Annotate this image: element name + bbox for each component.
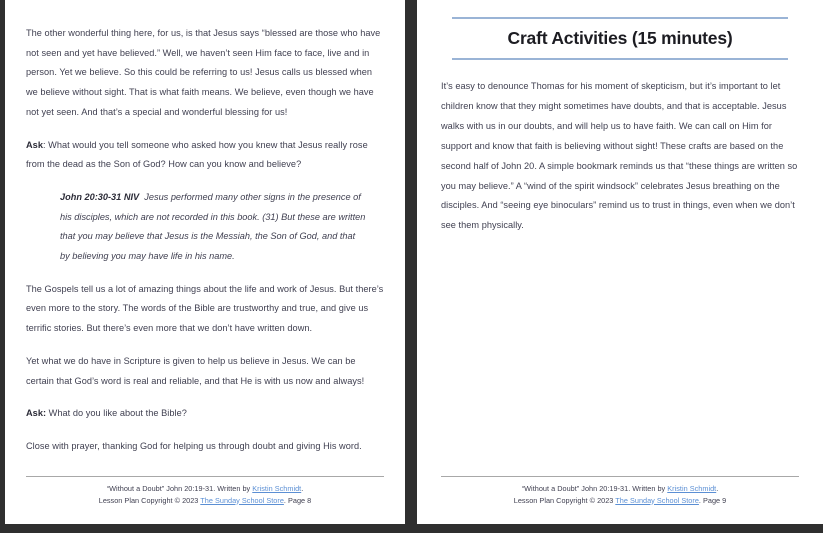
footer-divider: [26, 476, 384, 477]
footer-page-number: . Page 9: [698, 495, 727, 505]
paragraph: The Gospels tell us a lot of amazing things about the life and work of Jesus. But there’s even more to the story. The words of the Bible are trustworthy and true, and give us terrific stories. But there’s even more that we don’t have written down.: [26, 283, 384, 334]
author-link[interactable]: Kristin Schmidt: [667, 484, 717, 493]
footer-page-number: . Page 8: [283, 495, 312, 505]
paragraph: Yet what we do have in Scripture is given to help us believe in Jesus. We can be certain that God’s word is real and reliable, and that He is with us now and always!: [26, 355, 365, 386]
section-title: Craft Activities (15 minutes): [507, 28, 733, 48]
heading-spacer: [441, 60, 799, 77]
author-link[interactable]: Kristin Schmidt: [252, 484, 302, 493]
footer-line-1: [26, 483, 384, 495]
ask-label: Ask: [26, 139, 43, 150]
paragraph: Close with prayer, thanking God for helping us through doubt and giving His word.: [26, 440, 362, 451]
footer-title-text: “Without a Doubt” John 20:19-31. Written by: [521, 484, 668, 493]
footer-line-2: [441, 495, 799, 507]
footer-line1-suffix: .: [301, 484, 304, 493]
footer-copyright-text: Lesson Plan Copyright © 2023: [513, 495, 616, 505]
footer-divider: [441, 476, 799, 477]
ask-text: What do you like about the Bible?: [48, 408, 187, 419]
page-right: [417, 0, 823, 524]
ask-prompt: [26, 136, 384, 175]
scripture-reference: John 20:30-31 NIV: [60, 191, 140, 202]
footer-line-2: [26, 495, 384, 507]
ask-label: Ask:: [26, 408, 47, 419]
page-gutter: [405, 0, 410, 533]
paragraph: The other wonderful thing here, for us, is that Jesus says “blessed are those who have not seen and yet have believed.” Well, we haven’t seen Him face to face, live and in person. Yet we believe. So this could be referring to us! Jesus calls us blessed when we believe without sight. That is what faith means. We believe, even though we have not yet seen. And that’s a special and wonderful blessing for us!: [26, 28, 381, 117]
ask-separator: :: [42, 139, 49, 150]
page-footer: [5, 476, 405, 506]
footer-title-text: “Without a Doubt” John 20:19-31. Written by: [106, 484, 253, 493]
section-heading-block: [452, 17, 788, 60]
page-footer: [417, 476, 823, 506]
footer-copyright-text: Lesson Plan Copyright © 2023: [98, 495, 201, 505]
ask-text: What would you tell someone who asked how you knew that Jesus really rose from the dead as the Son of God? How can you know and believe?: [26, 139, 368, 170]
store-link[interactable]: The Sunday School Store: [200, 495, 284, 505]
footer-line-1: [441, 483, 799, 495]
ask-prompt: [26, 404, 384, 424]
scripture-quote: [60, 188, 384, 267]
store-link[interactable]: The Sunday School Store: [615, 495, 699, 505]
footer-line1-suffix: .: [716, 484, 719, 493]
scripture-text: Jesus performed many other signs in the presence of his disciples, which are not recorded in this book. (31) But these are written that you may believe that Jesus is the Messiah, the Son of God, and that by believing you may have life in his name.: [60, 191, 366, 262]
paragraph: It’s easy to denounce Thomas for his moment of skepticism, but it’s important to let children know that they might sometimes have doubts, and that is acceptable. Jesus walks with us in our doubts, and will help us to have faith. We can call on Him for support and know that faith is believing without sight! These crafts are based on the second half of John 20. A simple bookmark reminds us that “these things are written so you may believe.” A “wind of the spirit windsock” celebrates Jesus breathing on the disciples. And “seeing eye binoculars” remind us to trust in things, even when we don’t see them physically.: [441, 81, 798, 231]
page-left: [5, 0, 405, 524]
